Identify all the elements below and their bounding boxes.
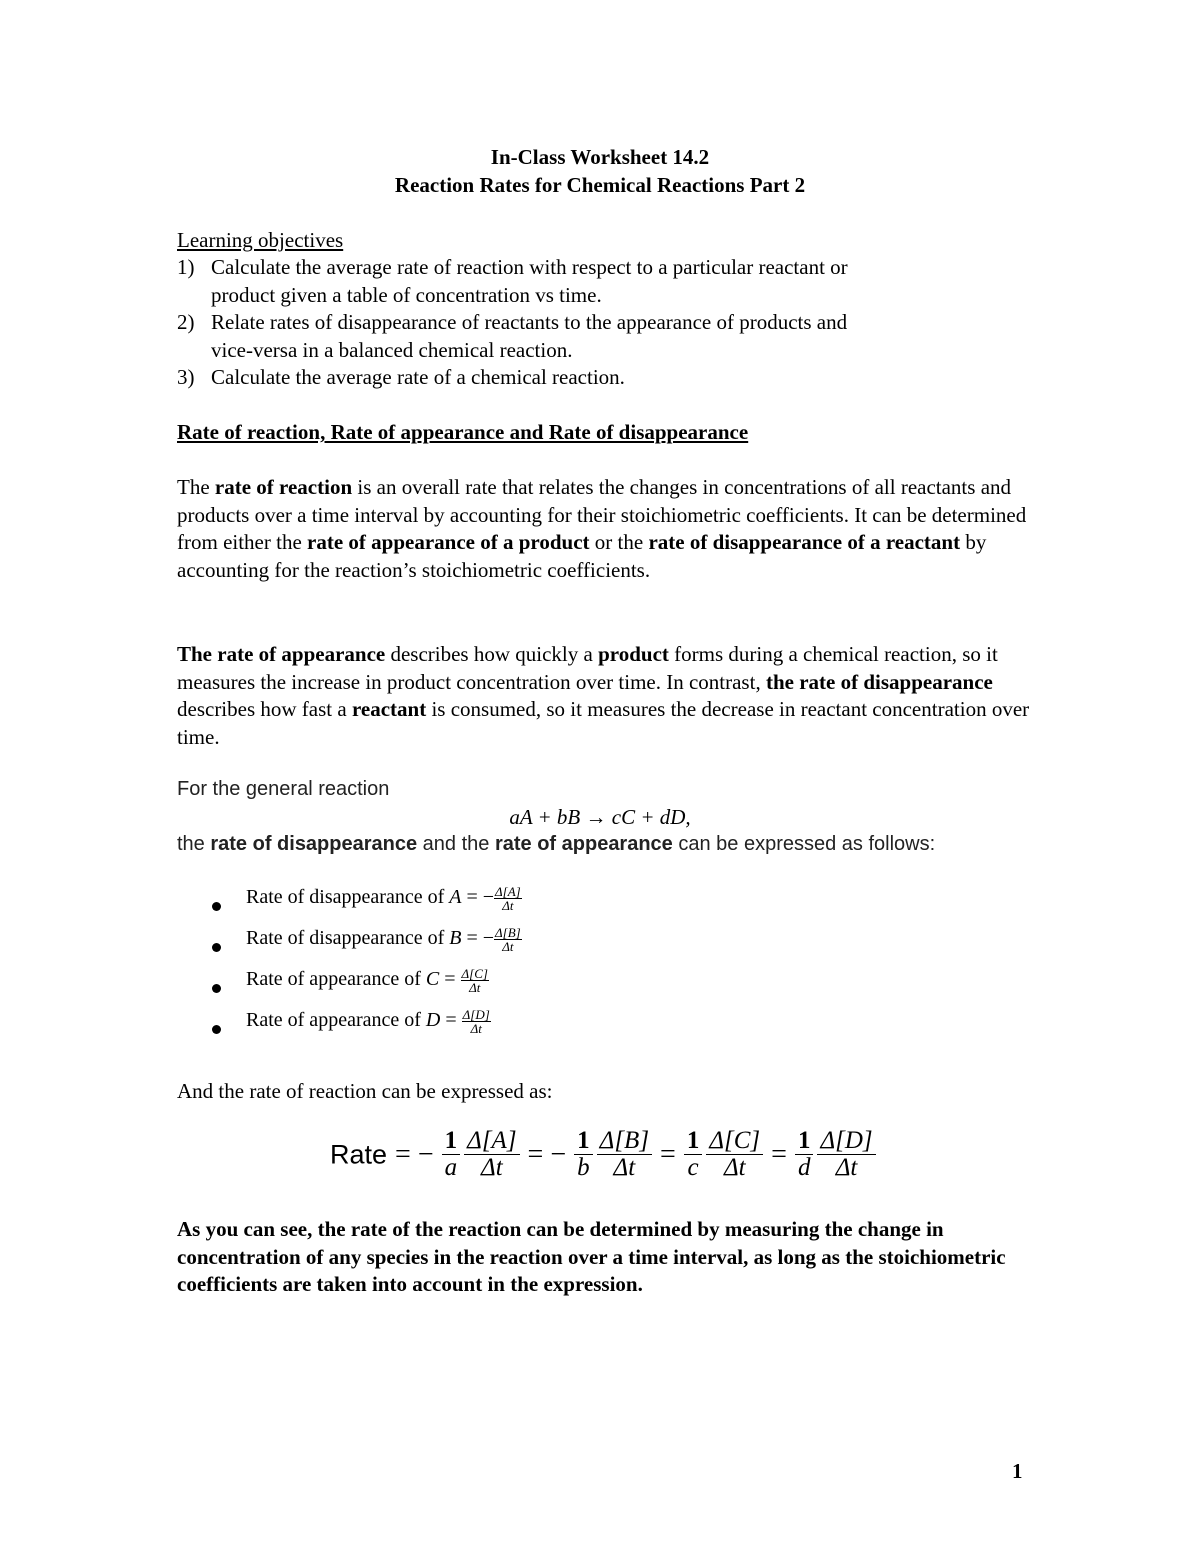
worksheet-subtitle: Reaction Rates for Chemical Reactions Part 2	[394, 173, 806, 197]
worksheet-title: In-Class Worksheet 14.2	[490, 145, 710, 169]
objective-number: 3)	[177, 365, 195, 389]
general-reaction-intro: For the general reaction	[177, 778, 390, 800]
expression-intro: the rate of disappearance and the rate of appearance can be expressed as follows:	[177, 833, 936, 855]
bullet-icon	[212, 1025, 221, 1034]
objective-text: Calculate the average rate of reaction with respect to a particular reactant or	[211, 255, 848, 279]
conclusion-paragraph: As you can see, the rate of the reaction can be determined by measuring the change in concentration of any species in the reaction over a time interval, as long as the stoichiometric coefficients are taken into account in the expression.	[177, 1217, 1006, 1296]
objective-text: product given a table of concentration vs time.	[211, 283, 602, 307]
section-heading: Rate of reaction, Rate of appearance and Rate of disappearance	[177, 420, 749, 444]
objective-text: vice-versa in a balanced chemical reaction.	[211, 338, 573, 362]
general-reaction-equation: aA + bB → cC + dD,	[509, 805, 691, 829]
rate-equation: Rate = − $\frac{1}{a}$ $\frac{\Delta[A]}{\Delta t}$ = − $\frac{1}{b}$ $\frac{\Delta[B]}{\Delta t}$ = $\frac{1}{c}$ $\frac{\Delta[C]}{\Delta t}$ = $\frac{1}{d}$ $\frac{\Delta[D]}{\Delta t}$	[330, 1128, 876, 1182]
objective-text: Relate rates of disappearance of reactants to the appearance of products and	[211, 310, 848, 334]
objectives-heading: Learning objectives	[177, 228, 344, 252]
bullet-icon	[212, 984, 221, 993]
page-number: 1	[1012, 1459, 1023, 1483]
objective-number: 2)	[177, 310, 195, 334]
appearance-paragraph: The rate of appearance describes how quickly a product forms during a chemical reaction, so it measures the increase in product concentration over time. In contrast, the rate of disappearance describes how fast a reactant is consumed, so it measures the decrease in reactant concentration over time.	[177, 642, 1030, 749]
rate-of-reaction-paragraph: The rate of reaction is an overall rate that relates the changes in concentrations of all reactants and products over a time interval by accounting for their stoichiometric coefficients. It can be determined from either the rate of appearance of a product or the rate of disappearance of a reactant by accounting for the reaction’s stoichiometric coefficients.	[177, 475, 1027, 582]
bullet-icon	[212, 943, 221, 952]
bullet-icon	[212, 902, 221, 911]
objective-number: 1)	[177, 255, 195, 279]
rate-expression-intro: And the rate of reaction can be expressed as:	[177, 1079, 553, 1103]
rate-label: Rate	[330, 1139, 388, 1170]
objective-text: Calculate the average rate of a chemical reaction.	[211, 365, 625, 389]
